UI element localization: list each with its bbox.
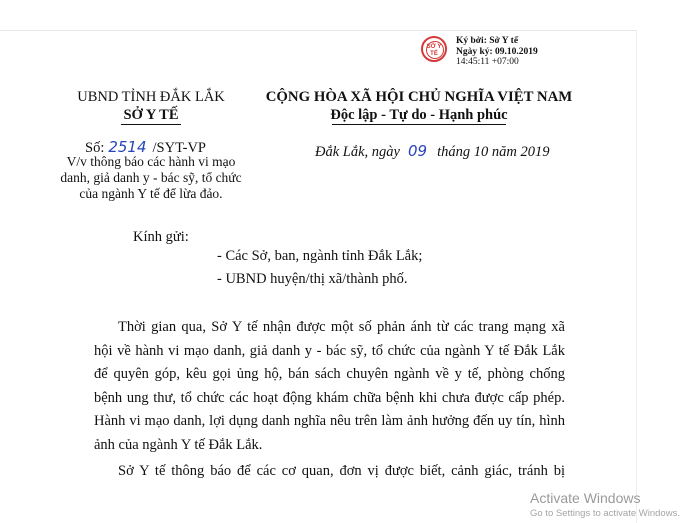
seal-text: SỞ Y TẾ xyxy=(426,44,442,57)
motto: Độc lập - Tự do - Hạnh phúc xyxy=(330,107,508,123)
number-prefix: Số: xyxy=(85,140,105,156)
number-handwritten: 2514 xyxy=(108,138,147,156)
recipient-2: - UBND huyện/thị xã/thành phố. xyxy=(217,271,408,287)
signature-signed-by: Ký bởi: Sở Y tế xyxy=(456,36,519,46)
body-line: Thời gian qua, Sở Y tế nhận được một số phản ánh từ các trang mạng xã xyxy=(118,319,565,335)
body-line: Hành vi mạo danh, lợi dụng danh nghĩa nêu trên làm ảnh hưởng đến uy tín, hình xyxy=(94,413,565,429)
recipients-label: Kính gửi: xyxy=(133,229,189,245)
signature-date: Ngày ký: 09.10.2019 xyxy=(456,46,538,57)
country-name: CỘNG HÒA XÃ HỘI CHỦ NGHĨA VIỆT NAM xyxy=(265,89,573,105)
body-paragraph-2: Sở Y tế thông báo để các cơ quan, đơn vị được biết, cảnh giác, tránh bị xyxy=(118,463,565,479)
page-top-edge xyxy=(0,30,636,31)
recipient-1: - Các Sở, ban, ngành tỉnh Đắk Lắk; xyxy=(217,248,423,264)
top-margin xyxy=(0,0,660,30)
date-prefix: Đắk Lắk, ngày xyxy=(315,144,400,160)
org-name: SỞ Y TẾ xyxy=(123,107,179,123)
body-line: hội về hành vi mạo danh, giả danh y - bác sỹ, tổ chức của ngành Y tế Đắk Lắk xyxy=(94,342,565,359)
subject-line-3: của ngành Y tế để lừa đảo. xyxy=(79,186,223,201)
body-line: để quyên góp, kêu gọi ủng hộ, bán sách chuyên ngành về y tế, phòng chống xyxy=(94,366,565,382)
motto-underline xyxy=(332,124,506,125)
activate-windows-subtitle[interactable]: Go to Settings to activate Windows. xyxy=(530,508,680,519)
body-line: ảnh của ngành Y tế Đắk Lắk. xyxy=(94,436,263,453)
date-suffix: tháng 10 năm 2019 xyxy=(437,144,550,160)
place-date xyxy=(315,142,549,161)
body-paragraph-1 xyxy=(94,316,565,457)
digital-signature xyxy=(456,36,538,68)
number-suffix: /SYT-VP xyxy=(152,140,206,156)
org-parent: UBND TỈNH ĐẮK LẮK xyxy=(77,89,225,105)
page-right-edge xyxy=(636,30,637,523)
signature-time: 14:45:11 +07:00 xyxy=(456,57,519,67)
date-day-handwritten: 09 xyxy=(407,142,428,160)
activate-windows-title: Activate Windows xyxy=(530,490,641,506)
body-line: bệnh ung thư, tổ chức các hoạt động khám chữa bệnh khi chưa được cấp phép. xyxy=(94,389,565,406)
seal-icon xyxy=(421,36,447,62)
subject-line-2: danh, giả danh y - bác sỹ, tổ chức xyxy=(60,170,242,185)
org-underline xyxy=(121,124,181,125)
subject-line-1: V/v thông báo các hành vi mạo xyxy=(66,154,236,169)
